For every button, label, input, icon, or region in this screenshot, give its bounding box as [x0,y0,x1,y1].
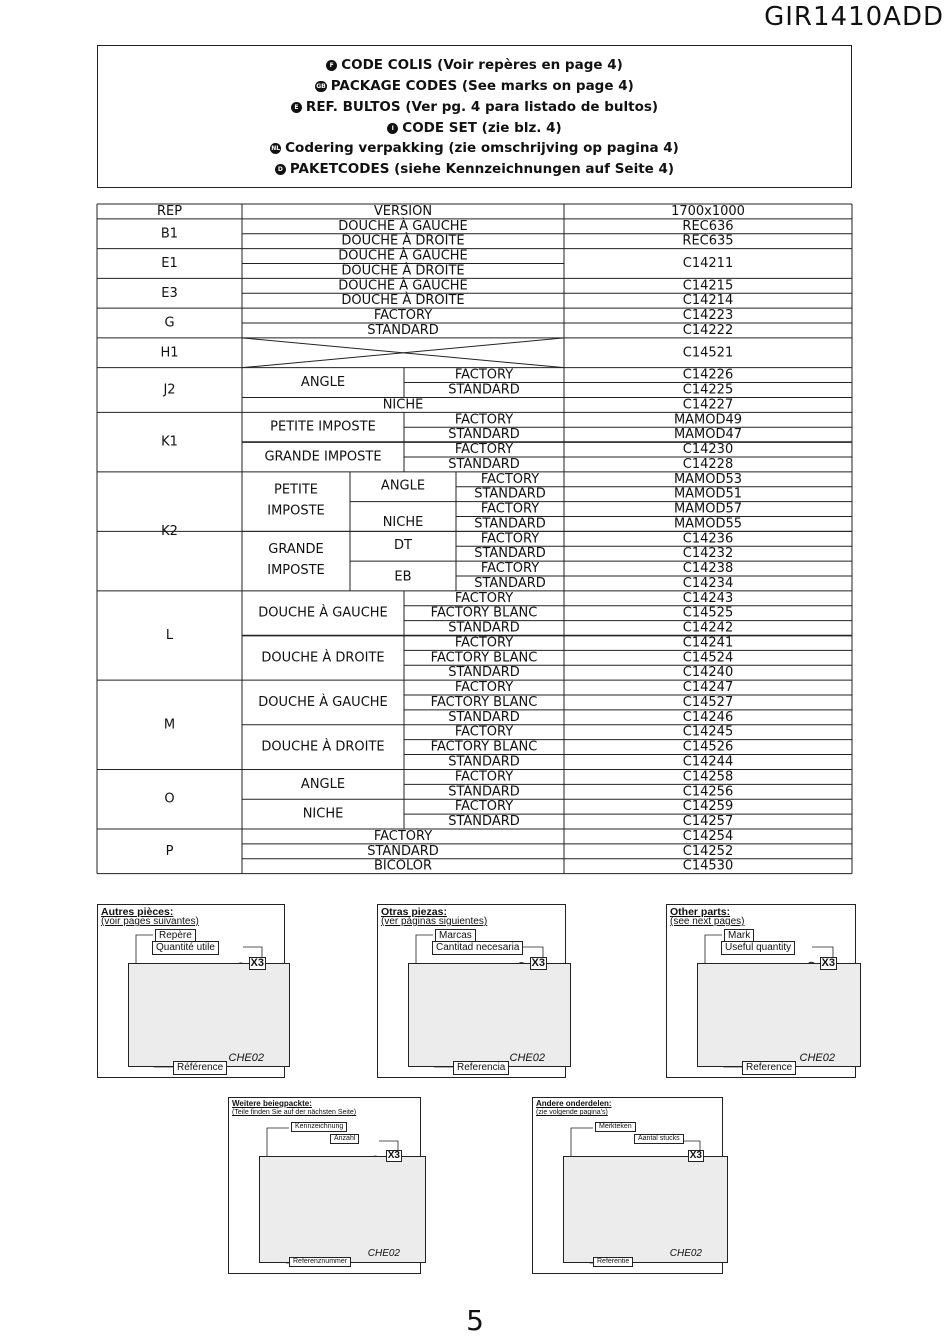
code-cell: C14228 [682,456,734,472]
flag-fr-icon: F [326,60,337,71]
code-cell: C14230 [682,442,734,458]
code-cell: C14257 [682,814,734,830]
code-cell: C14521 [682,345,734,361]
reference-label: Référence [173,1061,227,1075]
quantity-label: Quantité utile [152,941,219,955]
part-illustration [408,963,571,1067]
code-cell: REC635 [682,233,734,249]
rep-cell: E1 [161,256,178,272]
version-cell: STANDARD [448,456,520,472]
version-cell: STANDARD [448,709,520,725]
quantity-value: X3 [531,957,545,969]
code-cell: C14527 [682,694,734,710]
other-parts-box [228,1097,421,1274]
parts-box-subtitle: (zie volgende pagina's) [536,1109,608,1116]
code-cell: C14256 [682,784,734,800]
code-cell: C14240 [682,665,734,681]
parts-box-title: Other parts: [670,906,731,918]
version-cell: FACTORY [454,442,514,458]
code-cell: MAMOD53 [673,471,743,487]
code-cell: C14214 [682,293,734,309]
version-cell: DOUCHE À GAUCHE [338,278,468,294]
version-cell: FACTORY BLANC [430,694,538,710]
part-illustration [697,963,861,1067]
other-parts-box [97,904,285,1078]
code-cell: C14241 [682,635,734,651]
quantity-value: X3 [250,957,264,969]
version-cell: STANDARD [367,843,439,859]
code-cell: C14225 [682,382,734,398]
code-cell: C14223 [682,308,734,324]
version-cell: FACTORY [454,680,514,696]
page-number: 5 [466,1304,484,1337]
quantity-value: X3 [689,1150,702,1161]
header-size: 1700x1000 [671,203,745,219]
quantity-label: Aantal stucks [634,1134,684,1144]
version-cell: FACTORY [480,561,540,577]
part-code: CHE02 [669,1248,702,1259]
quantity-label: Useful quantity [721,941,795,955]
version-cell: FACTORY [454,590,514,606]
version-cell: STANDARD [448,427,520,443]
version-cell: EB [394,569,412,585]
reference-label: Referencia [453,1061,509,1075]
reference-label: Referentie [593,1257,633,1267]
version-cell: ANGLE [380,478,426,494]
quantity-label: Cantitad necesaria [432,941,523,955]
version-cell: GRANDE [268,541,324,557]
version-cell: STANDARD [474,516,546,532]
rep-cell: J2 [163,382,176,398]
version-cell: NICHE [382,397,424,413]
part-code: CHE02 [228,1052,264,1064]
rep-cell: K1 [161,434,178,450]
version-cell: FACTORY [480,531,540,547]
version-cell: BICOLOR [373,858,433,874]
version-cell: DT [394,537,412,553]
version-cell: FACTORY [454,769,514,785]
code-cell: C14259 [682,799,734,815]
version-cell: STANDARD [448,382,520,398]
version-cell: FACTORY [454,635,514,651]
code-cell: REC636 [682,218,734,234]
code-cell: C14238 [682,561,734,577]
code-cell: MAMOD51 [673,486,743,502]
code-cell: C14215 [682,278,734,294]
quantity-value: X3 [387,1150,400,1161]
other-parts-box [532,1097,723,1274]
flag-de-icon: D [275,164,286,175]
flag-it-icon: I [387,123,398,134]
rep-cell: P [165,843,174,859]
rep-cell: M [163,717,176,733]
reference-label: Referenznummer [289,1257,351,1267]
version-cell: STANDARD [448,620,520,636]
version-cell: DOUCHE À GAUCHE [258,605,388,621]
version-cell: FACTORY [454,412,514,428]
version-cell: FACTORY [480,501,540,517]
part-code: CHE02 [799,1052,835,1064]
package-code-line: D PAKETCODES (siehe Kennzeichnungen auf Seite 4) [98,161,851,177]
version-cell: FACTORY BLANC [430,650,538,666]
header-version: VERSION [373,203,433,219]
code-cell: MAMOD55 [673,516,743,532]
version-cell: DOUCHE À GAUCHE [338,248,468,264]
code-cell: C14252 [682,843,734,859]
version-cell: STANDARD [474,575,546,591]
rep-cell: B1 [160,226,179,242]
version-cell: GRANDE IMPOSTE [264,449,382,465]
code-cell: C14236 [682,531,734,547]
rep-cell: E3 [161,285,178,301]
rep-cell: G [164,315,175,331]
version-cell: STANDARD [448,784,520,800]
document-code: GIR1410ADD [764,2,944,32]
code-cell: C14245 [682,724,734,740]
version-cell: DOUCHE À DROITE [261,650,385,666]
code-cell: C14242 [682,620,734,636]
version-cell: IMPOSTE [267,503,325,519]
version-cell: FACTORY [480,471,540,487]
version-cell: DOUCHE À DROITE [341,263,465,279]
version-cell: STANDARD [367,322,439,338]
code-cell: C14524 [682,650,734,666]
code-cell: C14258 [682,769,734,785]
part-illustration [128,963,290,1067]
version-cell: FACTORY BLANC [430,739,538,755]
parts-box-subtitle: (Teile finden Sie auf der nächsten Seite) [232,1109,357,1116]
part-code: CHE02 [509,1052,545,1064]
version-cell: STANDARD [448,665,520,681]
version-cell: FACTORY [373,828,433,844]
code-cell: C14247 [682,680,734,696]
version-cell: DOUCHE À DROITE [341,293,465,309]
other-parts-box [666,904,856,1078]
version-cell: STANDARD [448,754,520,770]
parts-box-title: Weitere beiegpackte: [232,1099,312,1108]
version-cell: IMPOSTE [267,562,325,578]
rep-cell: L [165,628,174,644]
flag-nl-icon: NL [271,145,281,152]
code-cell: MAMOD57 [673,501,743,517]
parts-box-subtitle: (see next pages) [670,916,745,927]
part-code: CHE02 [367,1248,400,1259]
version-cell: ANGLE [300,776,346,792]
version-cell: NICHE [382,514,424,530]
code-cell: C14526 [682,739,734,755]
parts-box-title: Andere onderdelen: [536,1099,612,1108]
quantity-label: Anzahl [330,1134,359,1144]
part-illustration [259,1156,426,1263]
mark-label: Mark [724,929,754,943]
version-cell: FACTORY [373,308,433,324]
quantity-value: X3 [821,957,835,969]
version-cell: FACTORY BLANC [430,605,538,621]
code-cell: C14525 [682,605,734,621]
version-cell: FACTORY [454,799,514,815]
version-cell: PETITE [274,482,318,498]
code-cell: C14530 [682,858,734,874]
code-cell: C14232 [682,546,734,562]
code-cell: MAMOD47 [673,427,743,443]
code-cell: C14211 [682,256,734,272]
other-parts-box [377,904,566,1078]
code-cell: C14244 [682,754,734,770]
rep-cell: K2 [161,523,178,539]
flag-gb-icon: GB [316,83,326,90]
version-cell: ANGLE [300,375,346,391]
mark-label: Marcas [435,929,476,943]
code-cell: C14234 [682,575,734,591]
code-cell: C14246 [682,709,734,725]
version-cell: STANDARD [474,486,546,502]
rep-cell: O [164,791,175,807]
parts-box-title: Otras piezas: [381,906,447,918]
version-cell: PETITE IMPOSTE [270,419,376,435]
package-code-line: GB PACKAGE CODES (See marks on page 4) [316,78,634,94]
parts-box-title: Autres pièces: [101,906,174,918]
package-code-line: E REF. BULTOS (Ver pg. 4 para listado de bultos) [98,99,851,115]
version-cell: DOUCHE À GAUCHE [338,218,468,234]
part-illustration [563,1156,728,1263]
code-cell: C14222 [682,322,734,338]
version-cell: STANDARD [448,814,520,830]
mark-label: Kennzeichnung [291,1122,347,1132]
flag-es-icon: E [291,102,302,113]
version-cell: DOUCHE À DROITE [261,739,385,755]
version-cell: DOUCHE À GAUCHE [258,694,388,710]
parts-box-subtitle: (ver pàginas siguientes) [381,916,488,927]
header-rep: REP [156,203,183,219]
package-code-line: NL Codering verpakking (zie omschrijving op pagina 4) [271,140,679,156]
version-cell: FACTORY [454,367,514,383]
version-cell: FACTORY [454,724,514,740]
code-cell: C14254 [682,828,734,844]
code-cell: C14227 [682,397,734,413]
version-cell: DOUCHE À DROITE [341,233,465,249]
package-code-line: I CODE SET (zie blz. 4) [98,120,851,136]
code-cell: C14226 [682,367,734,383]
package-code-line: F CODE COLIS (Voir repères en page 4) [98,57,851,73]
parts-box-subtitle: (voir pages suivantes) [101,916,199,927]
code-cell: C14243 [682,590,734,606]
version-cell: STANDARD [474,546,546,562]
code-cell: MAMOD49 [673,412,743,428]
mark-label: Merkteken [595,1122,636,1132]
rep-cell: H1 [160,345,179,361]
version-cell: NICHE [302,806,344,822]
mark-label: Repère [155,929,196,943]
reference-label: Reference [742,1061,796,1075]
